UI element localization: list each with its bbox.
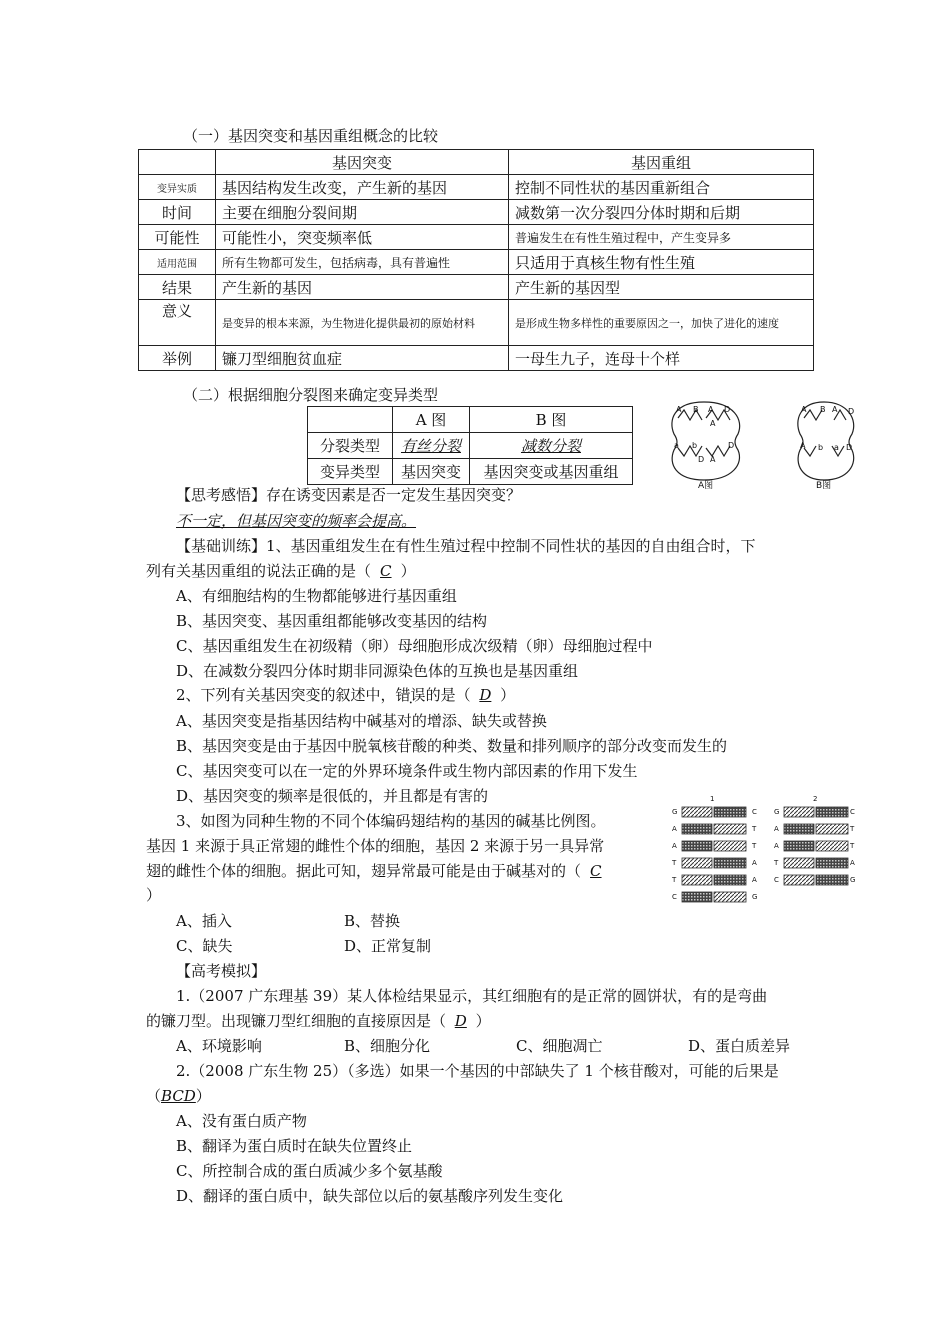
- table-row: [139, 175, 814, 200]
- table-cell: 镰刀型细胞贫血症: [216, 346, 509, 371]
- option-item: A、有细胞结构的生物都能够进行基因重组: [176, 587, 457, 605]
- row-label: 可能性: [139, 225, 216, 250]
- base-label: A: [752, 876, 757, 884]
- basic-q2-close: ）: [500, 686, 516, 704]
- exam-q1-answer: D: [454, 1012, 467, 1030]
- option-item: B、细胞分化: [344, 1037, 431, 1055]
- table-row: [308, 433, 633, 459]
- table-cell: 产生新的基因型: [509, 275, 814, 300]
- cell-a-label: A: [676, 405, 682, 414]
- basic-q3-close: ）: [146, 886, 162, 904]
- base-label: C: [774, 876, 779, 884]
- base-label: A: [672, 825, 677, 833]
- base-label: A: [774, 825, 779, 833]
- think-question-line: [176, 484, 521, 506]
- think-question: 存在诱变因素是否一定发生基因突变？: [266, 486, 522, 504]
- basic-q2-answer: D: [479, 686, 492, 704]
- table-row: [308, 459, 633, 485]
- option-item: C、细胞凋亡: [516, 1037, 603, 1055]
- base-label: T: [752, 825, 757, 833]
- basic-q3-answer: C: [590, 862, 602, 880]
- table-cell: 有丝分裂: [393, 433, 470, 459]
- table-row: [139, 275, 814, 300]
- table-header-row: [139, 150, 814, 175]
- base-label: T: [774, 859, 779, 867]
- think-answer: 不一定，但基因突变的频率会提高。: [176, 512, 417, 530]
- basic-q3-line1: 3、如图为同种生物的不同个体编码翅结构的基因的碱基比例图。: [176, 812, 606, 830]
- table-header-cell: B 图: [470, 407, 633, 433]
- table-header-cell: A 图: [393, 407, 470, 433]
- basic-q2-line: [176, 684, 515, 706]
- table-header-cell: 基因重组: [509, 150, 814, 175]
- base-label: G: [672, 808, 678, 816]
- option-item: A、环境影响: [176, 1037, 262, 1055]
- base-label: A: [850, 859, 855, 867]
- cell-a-label: D: [724, 405, 731, 414]
- cell-a-label: b: [692, 441, 698, 450]
- basic-q1-text: 列有关基因重组的说法正确的是（: [146, 562, 372, 580]
- base-label: G: [752, 893, 758, 901]
- cell-a-label: A: [710, 455, 716, 464]
- cell-a-label: A: [708, 405, 714, 414]
- cell-b-label: B: [820, 405, 826, 414]
- table-row: [139, 200, 814, 225]
- cell-b-label: b: [818, 443, 824, 452]
- table-cell: 可能性小，突变频率低: [216, 225, 509, 250]
- option-item: A、没有蛋白质产物: [176, 1112, 307, 1130]
- base-label: A: [672, 842, 677, 850]
- cell-a-caption: A图: [698, 481, 714, 490]
- base-label: G: [850, 876, 856, 884]
- gene2-strand: [784, 807, 848, 885]
- row-label: 结果: [139, 275, 216, 300]
- think-label: 【思考感悟】: [176, 486, 267, 504]
- exam-q2-open: （: [146, 1087, 162, 1105]
- cell-b-label: D: [846, 443, 853, 452]
- table-header-cell: 基因突变: [216, 150, 509, 175]
- table-row: [139, 346, 814, 371]
- base-label: C: [672, 893, 677, 901]
- basic-q3-line2: 基因 1 来源于具正常翅的雌性个体的细胞，基因 2 来源于另一具异常: [146, 837, 605, 855]
- table-cell: 一母生九子，连母十个样: [509, 346, 814, 371]
- table-cell: 减数分裂: [470, 433, 633, 459]
- basic-q1-close: ）: [400, 562, 416, 580]
- row-label: 意义: [139, 300, 216, 346]
- basic-q3-text: 翅的雌性个体的细胞。据此可知，翅异常最可能是由于碱基对的（: [146, 862, 582, 880]
- section1-title: （一）基因突变和基因重组概念的比较: [183, 127, 439, 145]
- option-item: A、插入: [176, 912, 232, 930]
- basic-q1-line1: [176, 535, 756, 557]
- table-header-cell: [139, 150, 216, 175]
- base-label: G: [774, 808, 780, 816]
- option-item: C、基因重组发生在初级精（卵）母细胞形成次级精（卵）母细胞过程中: [176, 637, 653, 655]
- base-label: T: [672, 876, 677, 884]
- cell-b-label: a: [834, 443, 839, 452]
- exam-q2-line1: 2.（2008 广东生物 25）（多选）如果一个基因的中部缺失了 1 个核苷酸对，可能的后果是: [176, 1062, 779, 1080]
- option-item: C、所控制合成的蛋白质减少多个氨基酸: [176, 1162, 443, 1180]
- table-row: [139, 225, 814, 250]
- cell-a-label: a: [674, 441, 679, 450]
- basic-q1-text: 1、基因重组发生在有性生殖过程中控制不同性状的基因的自由组合时，下: [266, 537, 756, 555]
- row-label: 适用范围: [139, 250, 216, 275]
- cell-b-label: D: [848, 407, 855, 416]
- cell-a-label: B: [693, 405, 699, 414]
- base-ratio-figure: [670, 794, 860, 906]
- option-item: B、基因突变是由于基因中脱氧核苷酸的种类、数量和排列顺序的部分改变而发生的: [176, 737, 728, 755]
- base-label: C: [752, 808, 757, 816]
- row-label: 举例: [139, 346, 216, 371]
- exam-label: 【高考模拟】: [176, 962, 267, 980]
- option-item: D、蛋白质差异: [688, 1037, 791, 1055]
- table-cell: 主要在细胞分裂间期: [216, 200, 509, 225]
- table-cell: 基因结构发生改变，产生新的基因: [216, 175, 509, 200]
- basic-q1-answer: C: [380, 562, 392, 580]
- table-header-row: [308, 407, 633, 433]
- table-header-cell: [308, 407, 393, 433]
- exam-q1-line1: 1.（2007 广东理基 39）某人体检结果显示，其红细胞有的是正常的圆饼状，有的是弯曲: [176, 987, 768, 1005]
- exam-q2-line2: [146, 1085, 211, 1107]
- table-cell: 产生新的基因: [216, 275, 509, 300]
- table-row: [139, 250, 814, 275]
- cell-a-label: D: [728, 441, 735, 450]
- exam-q2-close: ）: [195, 1087, 211, 1105]
- table-cell: 基因突变: [393, 459, 470, 485]
- table-cell: 所有生物都可发生，包括病毒，具有普遍性: [216, 250, 509, 275]
- option-item: B、替换: [344, 912, 401, 930]
- row-label: 变异实质: [139, 175, 216, 200]
- option-item: B、翻译为蛋白质时在缺失位置终止: [176, 1137, 413, 1155]
- table-cell: 是变异的根本来源，为生物进化提供最初的原始材料: [216, 300, 509, 346]
- table-row: [139, 300, 814, 346]
- option-item: D、在减数分裂四分体时期非同源染色体的互换也是基因重组: [176, 662, 579, 680]
- row-label: 时间: [139, 200, 216, 225]
- table-cell: 控制不同性状的基因重新组合: [509, 175, 814, 200]
- base-label: T: [672, 859, 677, 867]
- exam-q2-answer: BCD: [161, 1087, 196, 1105]
- base-label: T: [850, 825, 855, 833]
- basic-label: 【基础训练】: [176, 537, 267, 555]
- cell-b-caption: B图: [816, 481, 832, 490]
- cell-b-label: A: [800, 441, 806, 450]
- cell-b-label: A: [832, 405, 838, 414]
- table-cell: 是形成生物多样性的重要原因之一，加快了进化的速度: [509, 300, 814, 346]
- cell-division-table: [307, 406, 633, 485]
- table-cell: 普遍发生在有性生殖过程中，产生变异多: [509, 225, 814, 250]
- option-item: B、基因突变、基因重组都能够改变基因的结构: [176, 612, 488, 630]
- table-cell: 减数第一次分裂四分体时期和后期: [509, 200, 814, 225]
- comparison-table: [138, 149, 814, 371]
- exam-q1-line2: [146, 1010, 491, 1032]
- basic-q1-line2: [146, 560, 416, 582]
- basic-q3-line3: [146, 860, 606, 882]
- base-label: A: [774, 842, 779, 850]
- cell-a-label: D: [698, 455, 705, 464]
- base-label: C: [850, 808, 855, 816]
- basic-q2-emphasis: 错误: [395, 686, 426, 704]
- option-item: D、基因突变的频率是很低的，并且都是有害的: [176, 787, 489, 805]
- table-cell: 只适用于真核生物有性生殖: [509, 250, 814, 275]
- exam-q1-text: 的镰刀型。出现镰刀型红细胞的直接原因是（: [146, 1012, 447, 1030]
- base-label: T: [752, 842, 757, 850]
- option-item: C、基因突变可以在一定的外界环境条件或生物内部因素的作用下发生: [176, 762, 638, 780]
- gene1-label: 1: [710, 795, 715, 803]
- table-cell: 基因突变或基因重组: [470, 459, 633, 485]
- option-item: D、翻译的蛋白质中，缺失部位以后的氨基酸序列发生变化: [176, 1187, 564, 1205]
- gene1-strand: [682, 807, 746, 902]
- cell-a-label: A: [710, 419, 716, 428]
- exam-q1-close: ）: [475, 1012, 491, 1030]
- row-label: 变异类型: [308, 459, 393, 485]
- base-label: T: [850, 842, 855, 850]
- option-item: A、基因突变是指基因结构中碱基对的增添、缺失或替换: [176, 712, 547, 730]
- base-label: A: [752, 859, 757, 867]
- row-label: 分裂类型: [308, 433, 393, 459]
- section2-title: （二）根据细胞分裂图来确定变异类型: [183, 386, 439, 404]
- basic-q2-text: 2、下列有关基因突变的叙述中，: [176, 686, 396, 704]
- gene2-label: 2: [813, 795, 818, 803]
- basic-q2-text: 的是（: [425, 686, 471, 704]
- cell-division-figure: [664, 398, 864, 490]
- option-item: D、正常复制: [344, 937, 432, 955]
- option-item: C、缺失: [176, 937, 233, 955]
- cell-b-label: A: [801, 405, 807, 414]
